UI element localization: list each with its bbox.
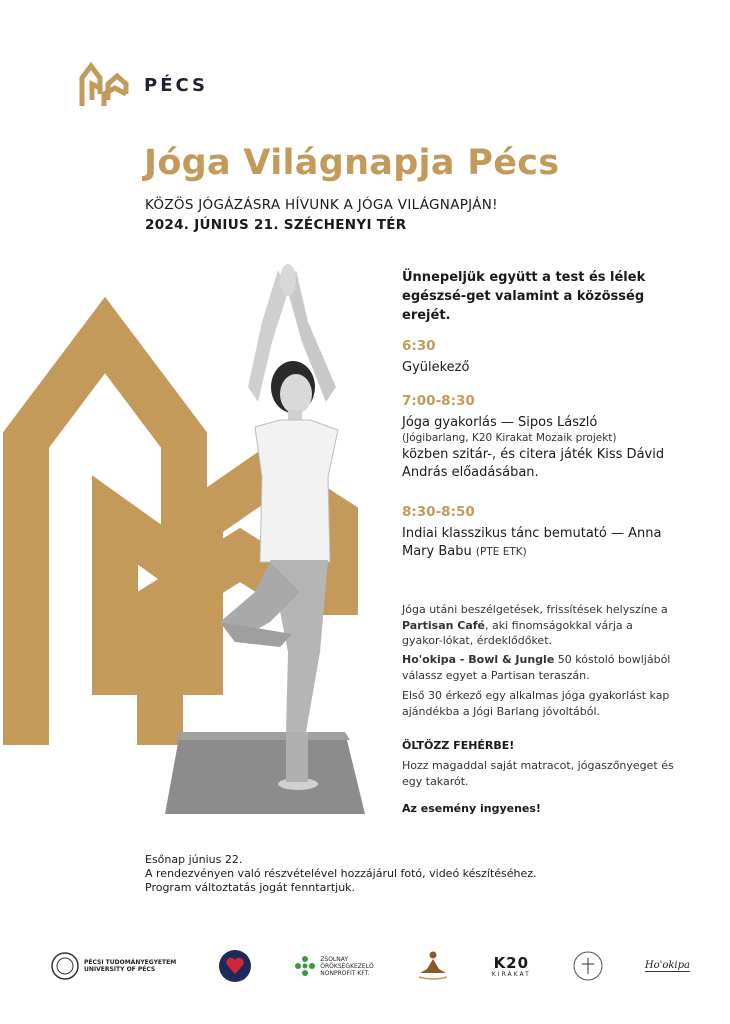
info-gift: Első 30 érkező egy alkalmas jóga gyakorlást kap ajándékba a Jógi Barlang jóvoltából. (402, 689, 670, 718)
info-bowl-post: 50 kóstoló bowljából válassz egyet a Partisan teraszán. (402, 653, 671, 682)
info-bowl-name: Ho'okipa - Bowl & Jungle (402, 653, 555, 666)
zsolnay-logo (294, 955, 374, 977)
pte-line2: UNIVERSITY OF PÉCS (84, 966, 156, 973)
zsolnay-line3: NONPROFIT KFT. (320, 969, 370, 977)
free-event-note: Az esemény ingyenes! (402, 802, 541, 815)
info-cafe (402, 602, 677, 649)
k20-title: K20 (493, 953, 530, 972)
page-title: Jóga Világnapja Pécs (144, 143, 560, 183)
info-bring: Hozz magaddal saját matracot, jógaszőnyeget és egy takarót. (402, 759, 674, 788)
info-cafe-name: Partisan Café (402, 618, 486, 632)
partisan-logo (572, 950, 604, 982)
schedule-note-3: (PTE ETK) (475, 546, 527, 558)
pte-line1: PÉCSI TUDOMÁNYEGYETEM (84, 959, 177, 966)
yoga-woman-photo (160, 262, 370, 822)
hookipa-logo (645, 960, 690, 972)
hookipa-text: Ho'okipa (644, 960, 690, 971)
jogibarlang-logo (415, 947, 451, 985)
schedule-note-2: (Jógibarlang, K20 Kirakat Mozaik projekt) (402, 432, 617, 444)
heart-logo (217, 948, 253, 984)
info-cafe-pre: Jóga utáni beszélgetések, frissítések helyszíne a (402, 603, 668, 616)
zsolnay-line1: ZSOLNAY (320, 955, 349, 963)
schedule-extra-2: közben szitár-, és citera játék Kiss Dávid András előadásában. (402, 447, 665, 480)
schedule-time-2: 7:00-8:30 (402, 393, 475, 409)
schedule-time-1: 6:30 (402, 338, 436, 354)
dress-code: ÖLTÖZZ FEHÉRBE! (402, 739, 515, 752)
k20-sub: KIRAKAT (491, 970, 531, 978)
info-cafe-post: , aki finomságokkal várja a gyakor-lókat, érdeklődőket. (402, 618, 633, 647)
partisan-circle-icon (572, 950, 604, 982)
k20-logo (492, 955, 531, 978)
footer-program-change: Program változtatás jogát fenntartjuk. (145, 881, 356, 894)
event-date-location: 2024. JÚNIUS 21. SZÉCHENYI TÉR (145, 217, 407, 233)
footer-photo-consent: A rendezvényen való részvételével hozzájárul fotó, videó készítéséhez. (145, 867, 537, 880)
subtitle: KÖZÖS JÓGÁZÁSRA HÍVUNK A JÓGA VILÁGNAPJÁN! (145, 197, 498, 213)
zsolnay-line2: ÖRÖKSÉGKEZELŐ (320, 962, 374, 970)
sponsor-logos (50, 945, 690, 987)
schedule-item-2 (402, 414, 672, 482)
schedule-desc-2: Jóga gyakorlás — Sipos László (402, 415, 598, 430)
footer-rain-date: Esőnap június 22. (145, 853, 243, 866)
schedule-time-3: 8:30-8:50 (402, 504, 475, 520)
logo-text: PÉCS (144, 74, 208, 96)
schedule-item-3 (402, 525, 672, 561)
schedule-desc-3: Indiai klasszikus tánc bemutató — Anna Mary Babu (402, 526, 662, 559)
intro-text: Ünnepeljük együtt a test és lélek egészsé-get valamint a közösség erejét. (402, 270, 646, 323)
heart-badge-icon (217, 948, 253, 984)
pecs-logo (78, 60, 208, 110)
zsolnay-flower-icon (294, 955, 316, 977)
info-bowl (402, 652, 677, 683)
schedule-desc-1: Gyülekező (402, 360, 470, 375)
pte-logo (50, 951, 176, 981)
meditation-figure-icon (415, 947, 451, 985)
pte-seal-icon (50, 951, 80, 981)
pecs-emblem-icon (78, 60, 132, 110)
